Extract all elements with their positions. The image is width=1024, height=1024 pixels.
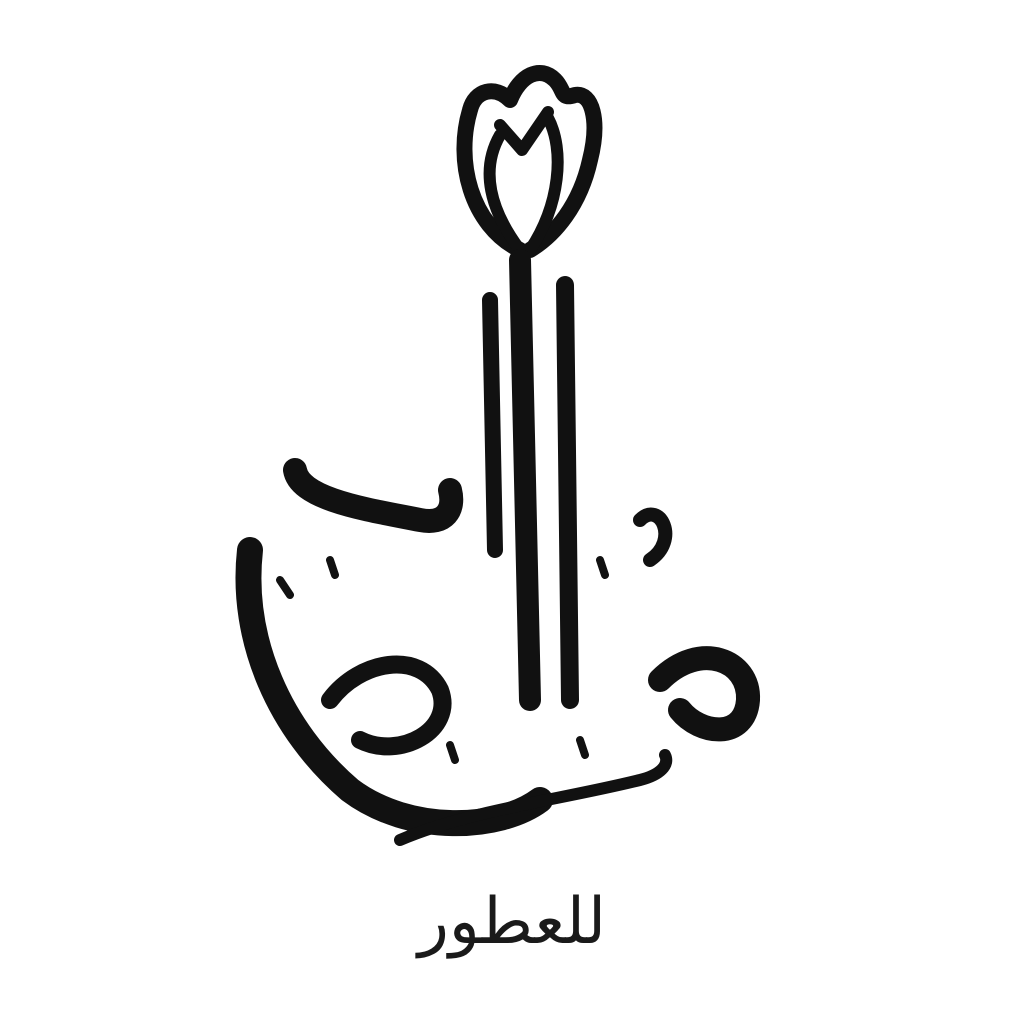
meem-loop: [660, 658, 748, 729]
alif-stem-center: [520, 260, 530, 700]
tagline-text: للعطور: [417, 885, 607, 959]
ra-stroke: [295, 470, 451, 521]
hamza-stroke: [640, 515, 665, 560]
baseline-swash: [400, 755, 666, 840]
rose-bud-inner-fold: [490, 112, 558, 250]
waw-inner-loop: [330, 665, 443, 747]
alif-stem-left: [490, 300, 495, 550]
rose-bud-outer-petals: [464, 73, 594, 250]
alif-stem-right: [565, 285, 570, 700]
waw-bowl: [248, 550, 540, 823]
